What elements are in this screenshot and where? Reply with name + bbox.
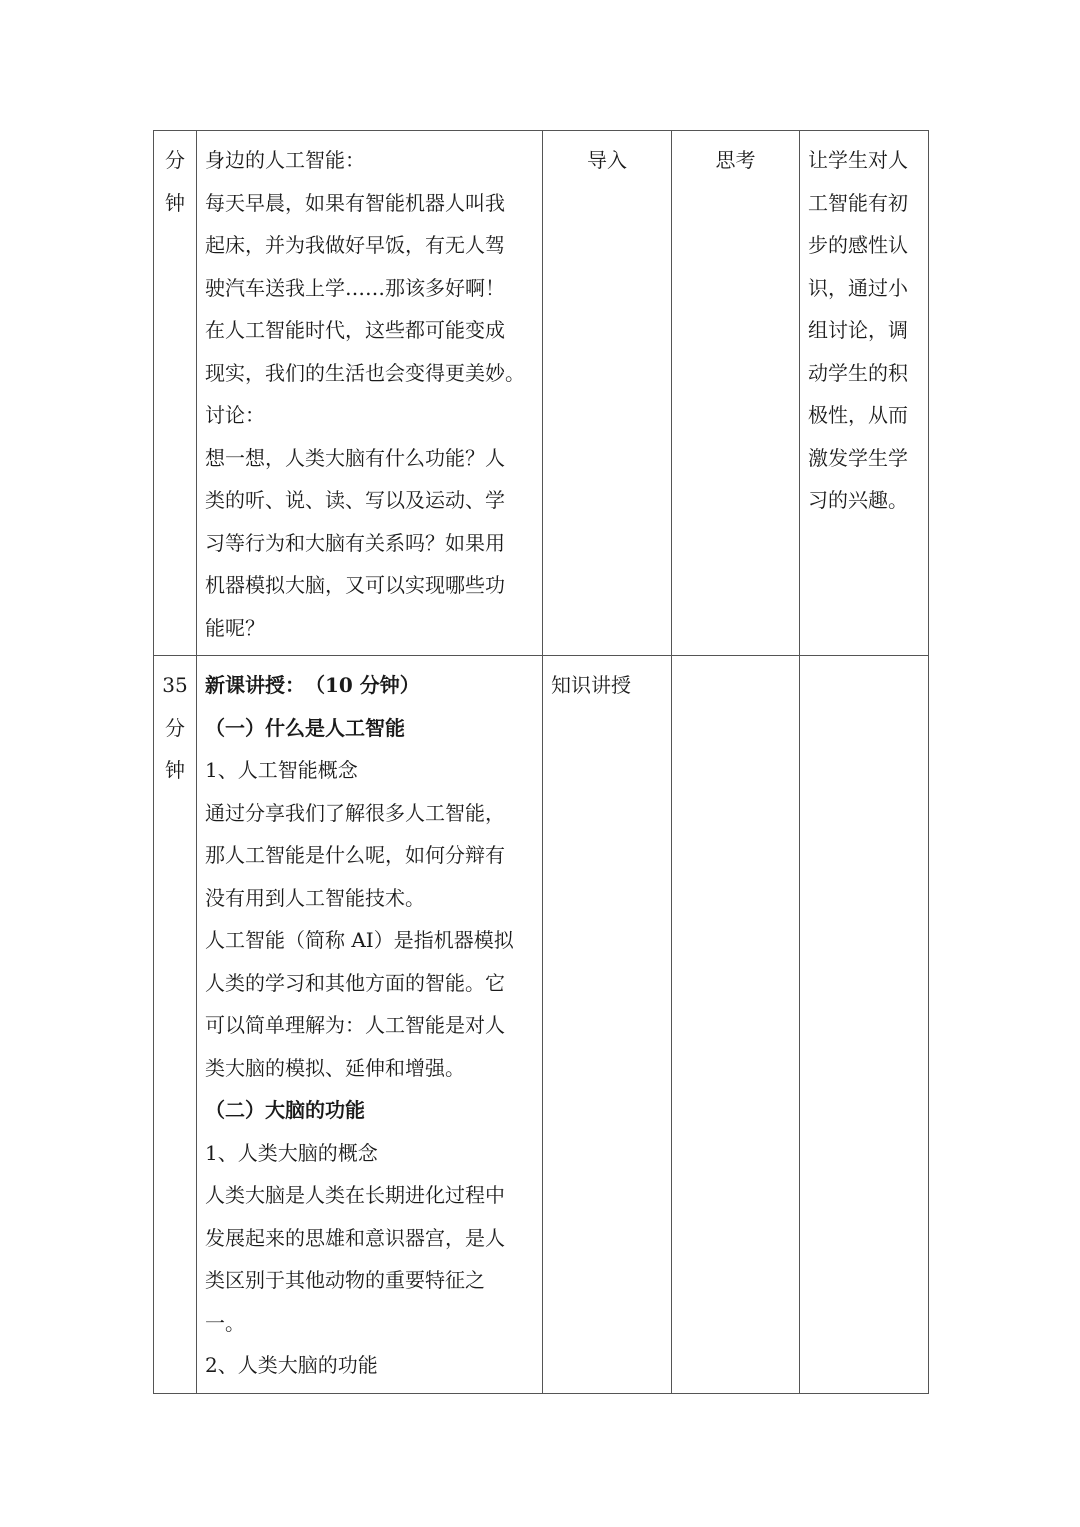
content-cell [197, 656, 543, 1394]
content-line: 通过分享我们了解很多人工智能， [205, 800, 505, 825]
design-intent-line: 步的感性认 [808, 233, 908, 257]
content-line: 一。 [205, 1310, 245, 1335]
time-text: 钟 [165, 190, 185, 215]
teacher-activity-cell [543, 131, 672, 656]
content-line: 人类大脑是人类在长期进化过程中 [205, 1183, 505, 1207]
design-intent-line: 识，通过小 [808, 275, 908, 300]
content-line: 新课讲授： （10 分钟） [205, 673, 420, 697]
design-intent-line: 动学生的积 [808, 360, 908, 385]
teacher-activity-cell [543, 656, 672, 1394]
content-line: （二）大脑的功能 [205, 1098, 365, 1122]
content-line: 想一想，人类大脑有什么功能？人 [205, 445, 505, 470]
content-line: 没有用到人工智能技术。 [205, 885, 425, 910]
table-row [154, 131, 929, 656]
content-line: 那人工智能是什么呢，如何分辩有 [205, 843, 505, 867]
time-cell [154, 131, 197, 656]
teacher-activity-text: 知识讲授 [551, 673, 631, 697]
design-intent-cell [800, 131, 929, 656]
content-line: 1、人工智能概念 [205, 758, 358, 782]
design-intent-cell [800, 656, 929, 1394]
student-activity-cell [672, 656, 800, 1394]
table-row [154, 656, 929, 1394]
design-intent-line: 让学生对人 [808, 148, 908, 172]
lesson-plan-table [153, 130, 929, 1394]
design-intent-line: 组讨论，调 [808, 318, 908, 342]
content-line: 人工智能（简称 AI）是指机器模拟 [205, 928, 514, 952]
time-text: 分 [165, 715, 185, 740]
content-line: 类的听、说、读、写以及运动、学 [205, 488, 505, 512]
content-line: 人类的学习和其他方面的智能。它 [205, 970, 505, 995]
content-line: 现实，我们的生活也会变得更美妙。 [205, 360, 525, 385]
content-line: 机器模拟大脑，又可以实现哪些功 [205, 573, 505, 597]
content-line: 讨论： [205, 403, 265, 427]
content-line: 发展起来的思雄和意识器宫，是人 [205, 1225, 505, 1250]
content-cell [197, 131, 543, 656]
design-intent-line: 工智能有初 [808, 190, 908, 215]
student-activity-text: 思考 [715, 148, 756, 172]
content-line: 1、人类大脑的概念 [205, 1140, 378, 1165]
content-line: 2、人类大脑的功能 [205, 1353, 378, 1377]
design-intent-line: 习的兴趣。 [808, 488, 908, 512]
content-line: 在人工智能时代，这些都可能变成 [205, 318, 505, 342]
design-intent-line: 极性，从而 [808, 403, 908, 427]
design-intent-line: 激发学生学 [808, 445, 908, 470]
teacher-activity-text: 导入 [587, 148, 627, 172]
content-line: 起床，并为我做好早饭，有无人驾 [205, 233, 505, 257]
content-line: 每天早晨，如果有智能机器人叫我 [205, 190, 505, 215]
student-activity-cell [672, 131, 800, 656]
content-line: 可以简单理解为：人工智能是对人 [205, 1013, 505, 1037]
content-line: 类区别于其他动物的重要特征之 [205, 1268, 485, 1292]
time-cell [154, 656, 197, 1394]
content-line: 习等行为和大脑有关系吗？如果用 [205, 530, 505, 555]
time-text: 分 [165, 148, 185, 172]
time-text: 35 [162, 673, 188, 697]
content-line: （一）什么是人工智能 [205, 715, 405, 740]
content-line: 能呢？ [205, 615, 265, 640]
content-line: 驶汽车送我上学……那该多好啊！ [205, 275, 505, 300]
time-text: 钟 [165, 758, 185, 782]
content-line: 身边的人工智能： [205, 148, 365, 172]
content-line: 类大脑的模拟、延伸和增强。 [205, 1055, 465, 1080]
